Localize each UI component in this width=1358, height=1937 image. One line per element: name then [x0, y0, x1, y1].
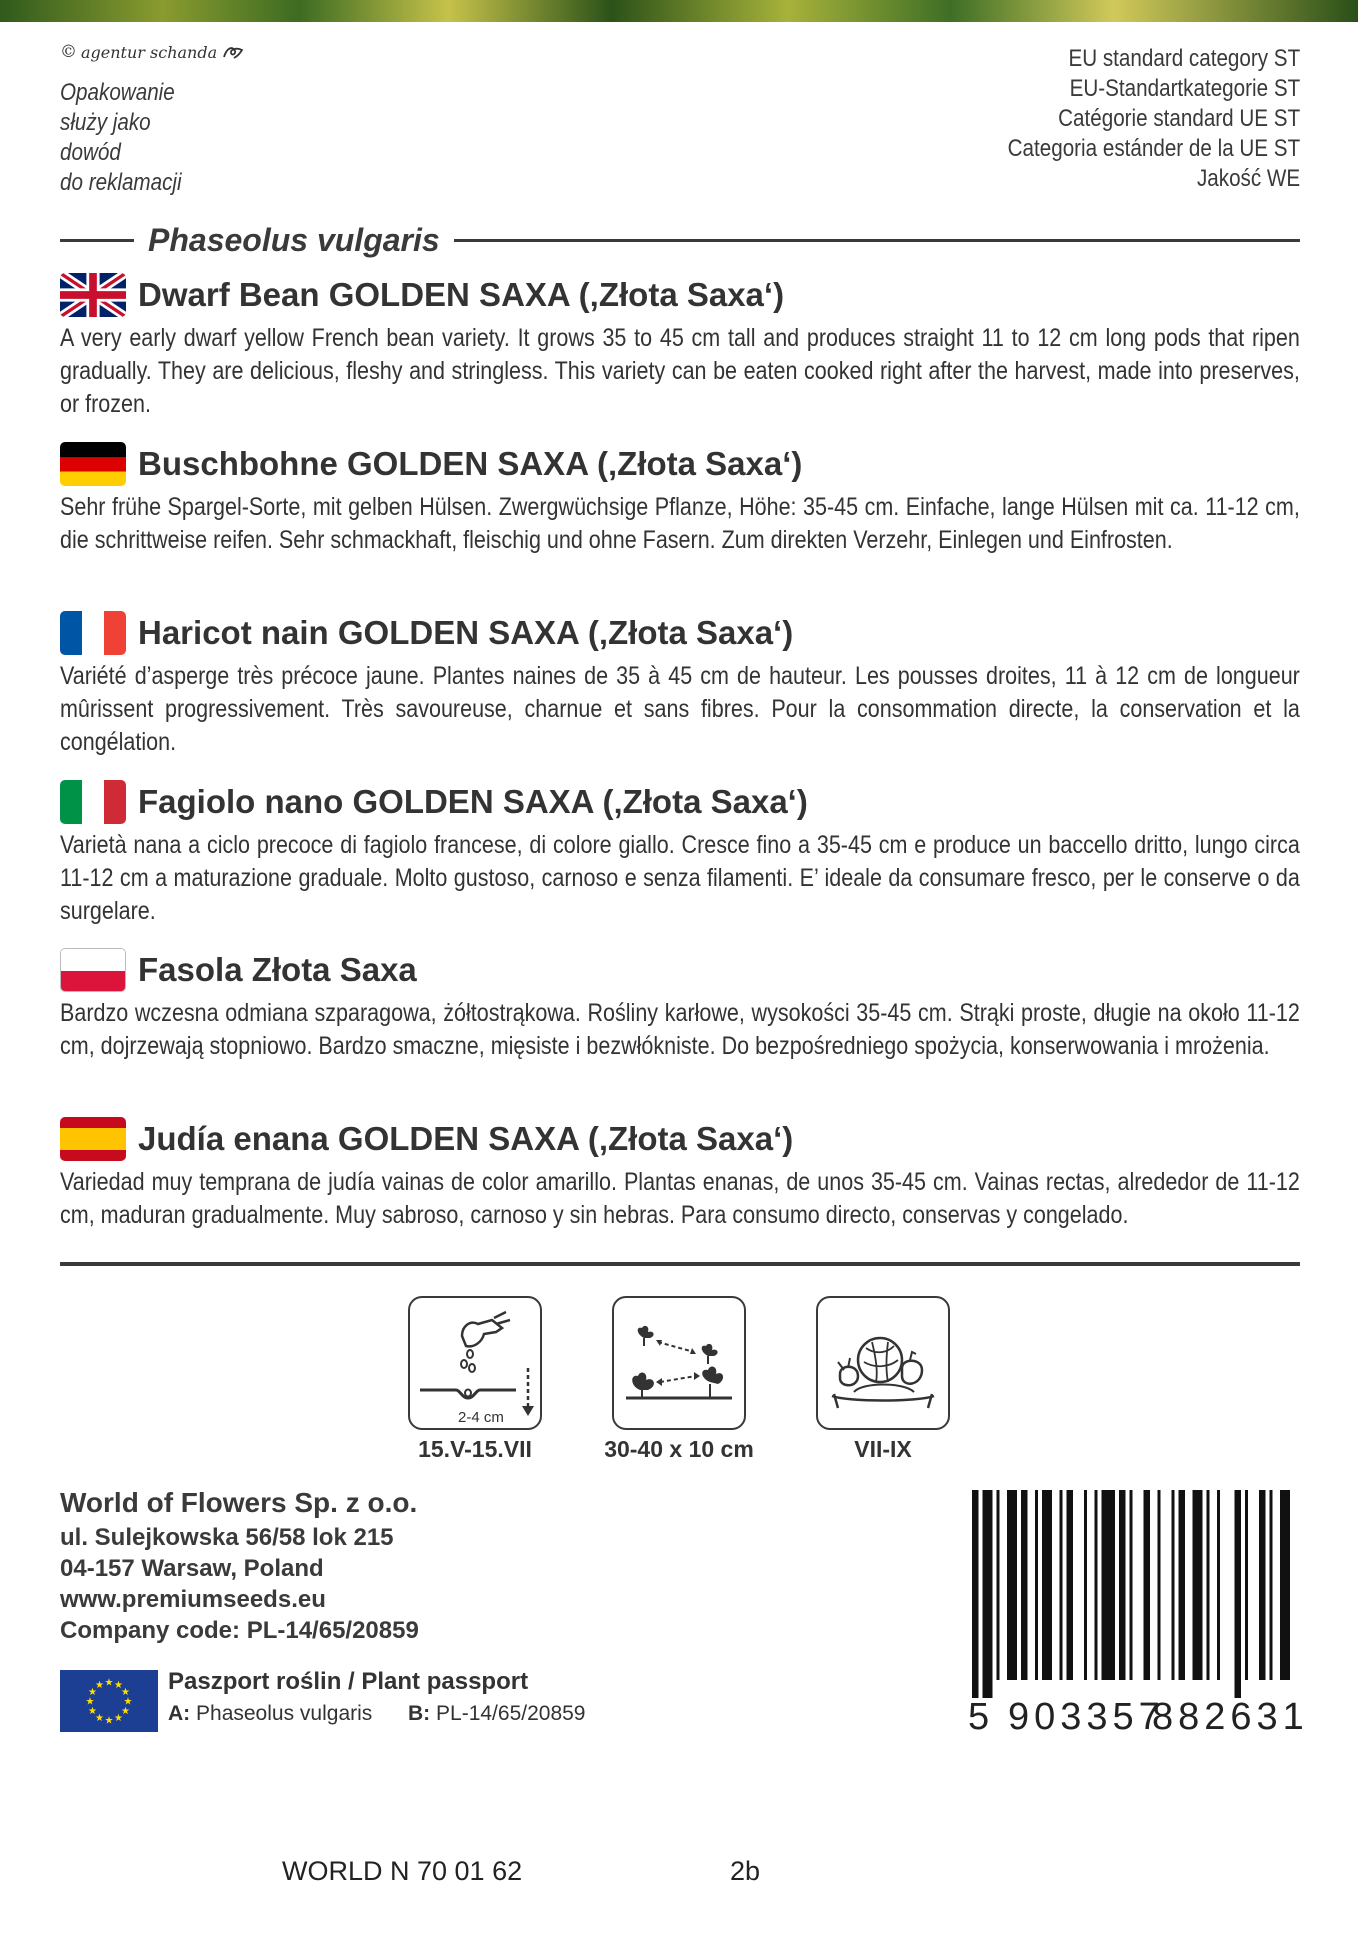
divider — [454, 239, 1300, 242]
company-website[interactable]: www.premiumseeds.eu — [60, 1586, 326, 1613]
section-italian — [60, 779, 1300, 928]
sowing-depth-label: 2-4 cm — [458, 1409, 504, 1426]
section-text: Variedad muy temprana de judía vainas de color amarillo. Plantas enanas, de unos 35-45 cm. Vainas rectas, alrededor de 11-12 cm, maduran gradualmente. Muy sabroso, carnoso y sin hebras. Para consumo directo, conservas y congelado. — [60, 1168, 1300, 1229]
barcode-bar — [1259, 1490, 1266, 1680]
eu-star: ★ — [114, 1712, 123, 1724]
complaint-line: dowód — [60, 139, 121, 166]
barcode-bar — [1144, 1490, 1151, 1680]
section-text: Bardzo wczesna odmiana szparagowa, żółtostrąkowa. Rośliny karłowe, wysokości 35-45 cm. Strąki proste, długie na około 11-12 cm, dojrzewają stopniowo. Bardzo smaczne, mięsiste i bezwłókniste. Do bezpośredniego spożycia, konserwowania i mrożenia. — [60, 999, 1300, 1060]
barcode-bar — [1172, 1490, 1175, 1680]
barcode-bar — [1084, 1490, 1087, 1680]
passport-botanical-name — [168, 1702, 372, 1726]
complaint-line: służy jako — [60, 109, 151, 136]
agency-logo-icon — [221, 44, 245, 60]
species-name: Phaseolus vulgaris — [148, 221, 440, 258]
barcode-bar — [1102, 1490, 1116, 1680]
category-line: Jakość WE — [1196, 165, 1300, 192]
section-text: Sehr frühe Spargel-Sorte, mit gelben Hülsen. Zwergwüchsige Pflanze, Höhe: 35-45 cm. Einfache, lange Hülsen mit ca. 11-12 cm, die schrittweise reifen. Sehr schmackhaft, fleischig und ohne Fasern. Zum direkten Verzehr, Einlegen und Einfrosten. — [60, 493, 1300, 554]
eu-star: ★ — [88, 1706, 98, 1717]
barcode-bar — [1270, 1490, 1273, 1680]
barcode-bar — [1193, 1490, 1203, 1680]
passport-a-value: Phaseolus vulgaris — [196, 1702, 373, 1725]
barcode-bar — [1217, 1490, 1220, 1680]
barcode-digit-lead: 5 — [968, 1696, 995, 1738]
section-polish — [60, 947, 1300, 1063]
barcode-bar — [1130, 1490, 1133, 1680]
barcode-bar — [1067, 1490, 1074, 1680]
company-code: Company code: PL-14/65/20859 — [60, 1617, 419, 1644]
section-title: Haricot nain GOLDEN SAXA (‚Złota Saxa‘) — [138, 614, 794, 651]
category-line: EU standard category ST — [1068, 45, 1300, 72]
harvest-caption: VII-IX — [854, 1436, 912, 1462]
eu-star: ★ — [104, 1715, 114, 1727]
barcode-bar — [997, 1490, 1000, 1680]
passport-b-label: B: — [408, 1702, 431, 1725]
section-text: A very early dwarf yellow French bean variety. It grows 35 to 45 cm tall and produces straight 11 to 12 cm long pods that ripen gradually. They are delicious, fleshy and stringless. This variety can be eaten cooked right after the harvest, made into preserves, or frozen. — [60, 324, 1300, 418]
divider — [60, 239, 134, 242]
complaint-line: do reklamacji — [60, 169, 182, 196]
barcode-bar — [1007, 1490, 1017, 1680]
barcode-bar — [1280, 1490, 1290, 1680]
barcode-bar — [1021, 1490, 1028, 1680]
passport-registration — [408, 1702, 585, 1726]
species-heading — [60, 218, 1300, 262]
company-street: ul. Sulejkowska 56/58 lok 215 — [60, 1524, 394, 1551]
section-english — [60, 272, 1300, 421]
harvest-box — [816, 1296, 950, 1430]
section-german — [60, 441, 1300, 557]
eu-star: ★ — [88, 1687, 98, 1698]
quality-category — [1007, 44, 1300, 194]
packet-front-photo-strip — [0, 0, 1358, 22]
spacing-box — [612, 1296, 746, 1430]
section-text: Varietà nana a ciclo precoce di fagiolo francese, di colore giallo. Cresce fino a 35-45 cm e produce un baccello dritto, lungo circa 11-12 cm a maturazione graduale. Molto gustoso, carnoso e senza filamenti. E’ ideale da consumare fresco, per le conserve o da surgelare. — [60, 831, 1300, 925]
eu-star: ★ — [95, 1712, 104, 1724]
eu-star: ★ — [95, 1680, 104, 1692]
ean-barcode — [968, 1490, 1309, 1740]
category-line: Catégorie standard UE ST — [1057, 105, 1300, 132]
section-title: Buschbohne GOLDEN SAXA (‚Złota Saxa‘) — [138, 445, 803, 482]
barcode-digits-left: 903357 — [1008, 1696, 1165, 1738]
copyright — [60, 42, 245, 62]
passport-a-label: A: — [168, 1702, 191, 1725]
plant-passport — [60, 1668, 586, 1732]
sowing-hand-icon — [410, 1298, 540, 1428]
eu-star: ★ — [120, 1687, 130, 1698]
section-title: Fagiolo nano GOLDEN SAXA (‚Złota Saxa‘) — [138, 783, 808, 820]
copyright-text: agentur schanda — [81, 42, 218, 62]
category-line: EU-Standartkategorie ST — [1069, 75, 1300, 102]
eu-star: ★ — [85, 1696, 95, 1708]
section-title: Judía enana GOLDEN SAXA (‚Złota Saxa‘) — [138, 1120, 794, 1157]
barcode-bar — [1245, 1490, 1248, 1680]
sowing-caption: 15.V-15.VII — [418, 1436, 532, 1462]
france-flag-icon — [60, 611, 126, 655]
uk-flag-icon — [60, 273, 126, 317]
barcode-bar — [1095, 1490, 1098, 1680]
barcode-bar — [1035, 1490, 1038, 1680]
barcode-bar — [1207, 1490, 1210, 1680]
cultivation-icons — [408, 1296, 948, 1466]
section-spanish — [60, 1116, 1300, 1232]
spain-flag-icon — [60, 1117, 126, 1161]
eu-star: ★ — [104, 1677, 114, 1689]
barcode-bar — [1235, 1490, 1242, 1698]
copyright-symbol: © — [60, 42, 77, 62]
poland-flag-icon — [60, 948, 126, 992]
germany-flag-icon — [60, 442, 126, 486]
italy-flag-icon — [60, 780, 126, 824]
complaint-note — [60, 78, 182, 198]
sowing-box — [408, 1296, 542, 1430]
barcode-bar — [1042, 1490, 1052, 1680]
barcode-bar — [972, 1490, 979, 1698]
eu-star: ★ — [123, 1696, 133, 1708]
barcode-bar — [983, 1490, 993, 1698]
eu-star: ★ — [120, 1706, 130, 1717]
packet-side-label: 2b — [730, 1856, 761, 1886]
eu-flag-icon — [60, 1670, 158, 1732]
print-code: WORLD N 70 01 62 — [282, 1856, 523, 1886]
section-french — [60, 610, 1300, 759]
divider — [60, 1262, 1300, 1266]
barcode-digits-right: 882631 — [1152, 1696, 1309, 1738]
passport-title: Paszport roślin / Plant passport — [168, 1668, 529, 1695]
eu-star: ★ — [114, 1680, 123, 1692]
section-title: Fasola Złota Saxa — [138, 951, 417, 988]
spacing-caption: 30-40 x 10 cm — [604, 1436, 754, 1462]
barcode-bars — [968, 1490, 1300, 1698]
category-line: Categoria estánder de la UE ST — [1007, 135, 1300, 162]
barcode-bar — [1060, 1490, 1063, 1680]
complaint-line: Opakowanie — [60, 79, 175, 106]
passport-b-value: PL-14/65/20859 — [436, 1702, 586, 1725]
barcode-bar — [1179, 1490, 1186, 1680]
barcode-bar — [1158, 1490, 1161, 1680]
company-name: World of Flowers Sp. z o.o. — [60, 1487, 418, 1518]
barcode-bar — [1119, 1490, 1126, 1680]
section-text: Variété d’asperge très précoce jaune. Plantes naines de 35 à 45 cm de hauteur. Les pousses droites, 11 à 12 cm de longueur mûrissent progressivement. Très savoureuse, charnue et sans fibres. Pour la consommation directe, la conservation et la congélation. — [60, 662, 1300, 756]
company-info — [60, 1484, 419, 1646]
company-city: 04-157 Warsaw, Poland — [60, 1555, 324, 1582]
harvest-basket-icon — [818, 1298, 948, 1428]
plant-spacing-icon — [614, 1298, 744, 1428]
section-title: Dwarf Bean GOLDEN SAXA (‚Złota Saxa‘) — [138, 276, 785, 313]
